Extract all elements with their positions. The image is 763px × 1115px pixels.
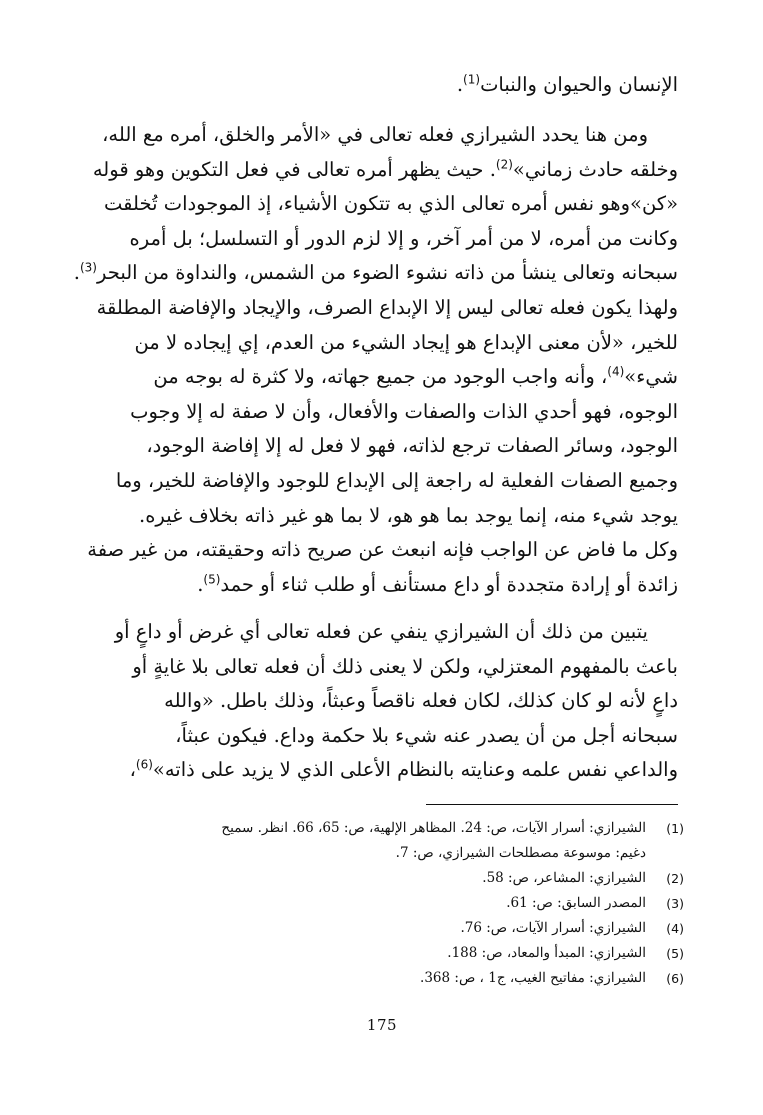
- footnote-text: المصدر السابق: ص: 61.: [506, 895, 646, 911]
- text-segment: والداعي نفس علمه وعنايته بالنظام الأعلى الذي لا يزيد على ذاته»: [152, 758, 678, 782]
- text-segment: . حيث يظهر أمره تعالى في فعل التكوين وهو قوله: [92, 157, 496, 181]
- text-line: ولهذا يكون فعله تعالى ليس إلا الإبداع الصرف، والإيجاد والإفاضة المطلقة: [96, 295, 678, 319]
- text-line: [100, 753, 678, 788]
- footnote-reference[interactable]: (2): [495, 157, 513, 172]
- text-segment: .: [73, 261, 80, 285]
- footnote-reference[interactable]: (6): [135, 757, 153, 772]
- footnote-item: [100, 891, 684, 916]
- text-segment: ،: [129, 758, 136, 782]
- footnote-text-line: الشيرازي: أسرار الآيات، ص: 24. المظاهر الإلهية، ص: 65، 66. انظر. سميح: [221, 820, 646, 836]
- footnote-divider: [426, 804, 678, 805]
- text-line: يتبين من ذلك أن الشيرازي ينفي عن فعله تعالى أي غرض أو داعٍ أو: [114, 620, 648, 643]
- footnote-text: الشيرازي: المشاعر، ص: 58.: [482, 870, 646, 886]
- text-segment: سبحانه وتعالى ينشأ من ذاته نشوء الضوء من الشمس، والنداوة من البحر: [96, 261, 678, 285]
- footnote-text: الشيرازي: مفاتيح الغيب، ج1 ، ص: 368.: [420, 970, 646, 986]
- footnote-number: (6): [666, 971, 684, 986]
- text-segment: وخلقه حادث زماني»: [512, 157, 678, 181]
- footnote-number: (2): [666, 871, 684, 886]
- text-line: للخير، «لأن معنى الإبداع هو إيجاد الشيء من العدم، إي إيجاده لا من: [134, 330, 678, 354]
- footnote-number: (1): [666, 821, 684, 836]
- text-line: سبحانه أجل من أن يصدر عنه شيء بلا حكمة وداع. فيكون عبثاً،: [175, 723, 678, 747]
- footnote-item: [100, 916, 684, 941]
- text-segment: الإنسان والحيوان والنبات: [480, 73, 678, 96]
- text-line: «كن»وهو نفس أمره تعالى الذي به تتكون الأشياء، إذ الموجودات تُخلقت: [104, 192, 678, 216]
- footnote-item: [100, 966, 684, 991]
- text-line: الوجود، وسائر الصفات ترجع لذاته، فهو لا فعل له إلا إفاضة الوجود،: [146, 434, 678, 458]
- text-line: [92, 153, 678, 188]
- footnotes-section: [100, 816, 684, 991]
- text-segment: .: [456, 73, 464, 96]
- footnote-text: الشيرازي: المبدأ والمعاد، ص: 188.: [447, 945, 646, 961]
- footnote-item: [100, 816, 684, 866]
- text-line: داعٍ لأنه لو كان كذلك، لكان فعله ناقصاً وعبثاً، وذلك باطل. «والله: [164, 689, 678, 713]
- text-line: [100, 360, 678, 395]
- text-line: يوجد شيء منه، إنما يوجد بما هو هو، لا بما هو غير ذاته بخلاف غيره.: [139, 503, 678, 527]
- paragraph-conclusion: [100, 615, 678, 788]
- text-segment: .: [197, 572, 204, 596]
- footnote-number: (4): [666, 921, 684, 936]
- footnote-item: [100, 941, 684, 966]
- footnote-number: (5): [666, 946, 684, 961]
- text-line: الوجوه، فهو أحدي الذات والصفات والأفعال، وأن لا صفة له إلا وجوب: [130, 399, 678, 423]
- text-line: [100, 68, 678, 103]
- footnote-text: [100, 816, 646, 866]
- text-segment: زائدة أو إرادة متجددة أو داع مستأنف أو طلب ثناء أو حمد: [220, 572, 678, 596]
- page-number: 175: [366, 1016, 398, 1034]
- footnote-item: [100, 866, 684, 891]
- footnote-reference[interactable]: (1): [463, 72, 481, 87]
- footnote-number: (3): [666, 896, 684, 911]
- footnote-text-line: دغيم: موسوعة مصطلحات الشيرازي، ص: 7.: [395, 845, 646, 861]
- text-line: [100, 568, 678, 603]
- footnote-reference[interactable]: (3): [79, 260, 97, 275]
- text-line: وكل ما فاض عن الواجب فإنه انبعث عن صريح ذاته وحقيقته، من غير صفة: [87, 538, 678, 562]
- footnote-text: الشيرازي: أسرار الآيات، ص: 76.: [460, 920, 646, 936]
- paragraph-main: [73, 118, 678, 602]
- text-line: [73, 256, 678, 291]
- text-line: وكانت من أمره، لا من أمر آخر، و إلا لزم الدور أو التسلسل؛ بل أمره: [129, 226, 678, 250]
- text-segment: شيء»: [624, 365, 678, 389]
- text-line: باعث بالمفهوم المعتزلي، ولكن لا يعنى ذلك أن فعله تعالى بلا غايةٍ أو: [132, 654, 678, 678]
- footnote-reference[interactable]: (5): [203, 572, 221, 587]
- text-line: وجميع الصفات الفعلية له راجعة إلى الإبداع للوجود والإفاضة للخير، وما: [115, 468, 678, 492]
- paragraph-continuation: [100, 68, 678, 103]
- text-segment: ، وأنه واجب الوجود من جميع جهاته، ولا كثرة له بوجه من: [153, 365, 608, 389]
- footnote-reference[interactable]: (4): [607, 364, 625, 379]
- text-line: ومن هنا يحدد الشيرازي فعله تعالى في «الأمر والخلق، أمره مع الله،: [102, 123, 648, 146]
